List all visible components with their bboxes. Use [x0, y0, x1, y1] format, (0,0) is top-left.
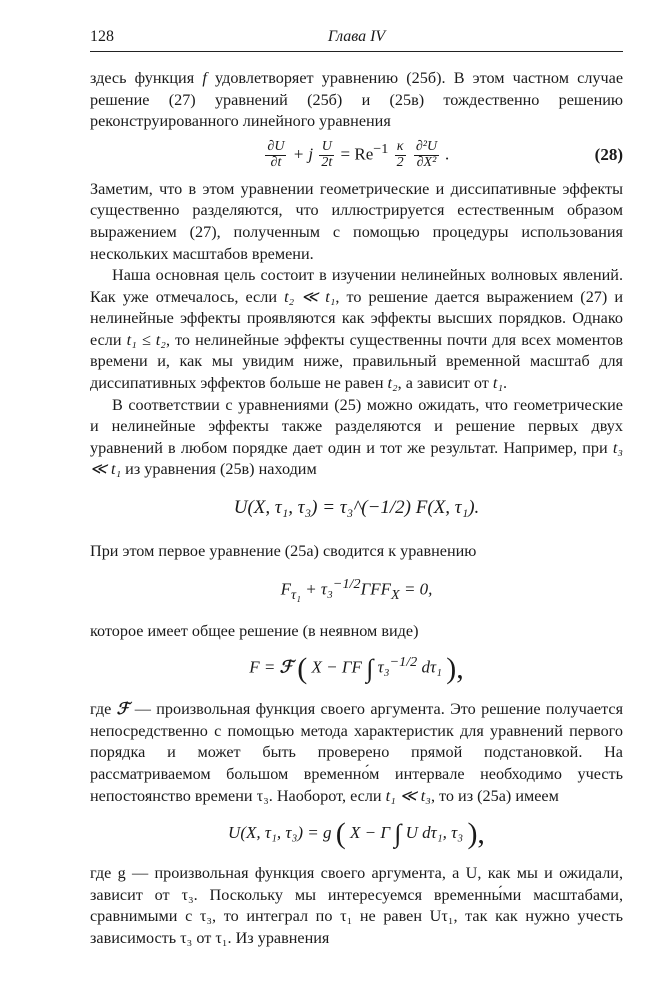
- paragraph-4: В соответствии с уравнениями (25) можно ожидать, что геометрические и нелинейные эффекты также разделяются и решение первых двух уравнений в любом порядке дает один и тот же результат. Например, при t₃ ≪ t₁ из уравнения (25в) находим: [90, 395, 623, 479]
- equation-u-tau: U(X, τ₁, τ₃) = τ₃^(−1/2) F(X, τ₁).: [233, 497, 480, 519]
- paragraph-7: где ℱ — произвольная функция своего аргумента. Это решение получается непосредственно с помощью метода характеристик для уравнений первого порядка и может быть проверено прямой подстановкой. На рассматриваемом большом временно́м интервале необходимо учесть непостоянство времени τ₃. Наоборот, если t₁ ≪ t₃, то из (25а) имеем: [90, 699, 624, 805]
- script-f-symbol: ℱ: [279, 658, 294, 679]
- paragraph-6: которое имеет общее решение (в неявном виде): [90, 621, 419, 640]
- header-rule: [90, 51, 623, 52]
- fraction-u2t: $\frac{U}{2t}$: [321, 139, 333, 171]
- paragraph-2: Заметим, что в этом уравнении геометрические и диссипативные эффекты существенно разделяются, что иллюстрируется естественным образом выражением (27), полученным с помощью процедуры использования нескольких масштабов времени.: [90, 179, 623, 263]
- equation-28: $\frac{\partial U}{\partial t}$ + j $\frac{U}{2t}$ = $Re^{-1}$ $\frac{\kappa}{2}$ $\frac{\text{∂²U}}{\text{∂X²}}$ . (28): [267, 139, 623, 171]
- equation-f-tau: $F_{\tau_1} + \tau_3^{-1/2}\Gamma FF_X = 0$,: [280, 576, 433, 604]
- fraction-dudt: $\frac{\partial U}{\partial t}$: [267, 139, 285, 171]
- fraction-kappa: $\frac{\kappa}{2}$: [396, 139, 404, 171]
- equation-general-solution: F = ℱ ( X − ΓF ∫ τ₃$^{-1/2}$ dτ₁ ),: [249, 652, 464, 686]
- page: [90, 28, 624, 947]
- paragraph-5: При этом первое уравнение (25а) сводится к уравнению: [90, 541, 477, 560]
- paragraph-1: здесь функция f удовлетворяет уравнению (25б). В этом частном случае решение (27) уравнений (25б) и (25в) тождественно решению реконструированного линейного уравнения: [90, 69, 624, 131]
- equation-number: (28): [594, 144, 623, 164]
- integral-sign: ∫: [394, 819, 402, 849]
- chapter-title: Глава IV: [327, 28, 386, 45]
- paragraph-3: Наша основная цель состоит в изучении нелинейных волновых явлений. Как уже отмечалось, если t₂ ≪ t₁, то решение дается выражением (27) и нелинейные эффекты проявляются как эффекты высших порядков. Однако если t₁ ≤ t₂, то нелинейные эффекты существенны почти для всех моментов времени и, как мы увидим ниже, правильный временной масштаб для диссипативных эффектов больше не равен t₂, а зависит от t₁.: [90, 266, 623, 393]
- paragraph-8: где g — произвольная функция своего аргумента, а U, как мы и ожидали, зависит от τ₃. Поскольку мы интересуемся временны́ми масштабами, сравнимыми с τ₃, то интеграл по τ₁ не равен Uτ₁, так как нужно учесть зависимость τ₃ от τ₁. Из уравнения: [90, 864, 623, 947]
- integral-sign: ∫: [366, 654, 374, 684]
- page-header: [90, 28, 623, 50]
- fraction-d2u: $\frac{\text{∂²U}}{\text{∂X²}}$: [415, 139, 438, 171]
- body-text: [90, 68, 623, 950]
- page-number: 128: [90, 28, 114, 45]
- equation-u-g: U(X, τ₁, τ₃) = g ( X − Γ ∫ U dτ₁, τ₃ ),: [228, 817, 485, 851]
